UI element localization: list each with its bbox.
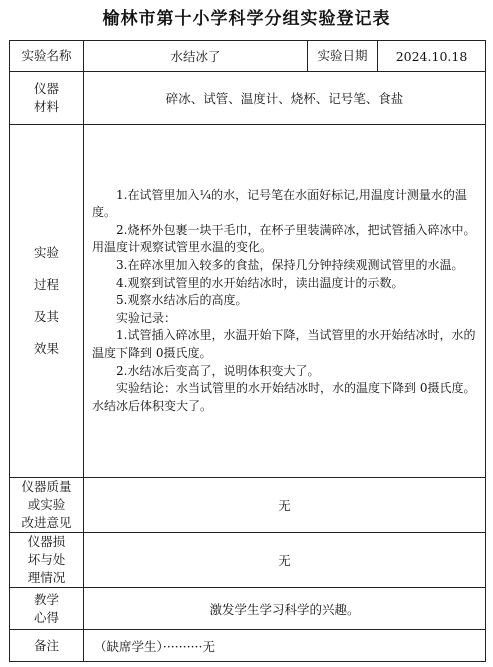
experiment-date-value: 2024.10.18: [378, 41, 486, 72]
process-label-line: 效果: [33, 341, 59, 356]
process-paragraph: 3.在碎冰里加入较多的食盐，保持几分钟持续观测试管里的水温。: [116, 258, 464, 273]
quality-label: [10, 478, 84, 533]
conclusion-paragraph: 实验结论：水当试管里的水开始结冰时，水的温度下降到 0摄氏度。水结冰后体积变大了。: [92, 381, 476, 413]
materials-label-line: 材料: [33, 99, 59, 114]
record-paragraph: 1.试管插入碎冰里，水温开始下降，当试管里的水开始结冰时，水的温度下降到 0摄氏度。: [92, 328, 476, 360]
remarks-row: [10, 630, 486, 662]
teaching-label-line: 教学: [33, 591, 59, 607]
page-title: 榆林市第十小学科学分组实验登记表: [102, 9, 391, 29]
experiment-name-label: 实验名称: [10, 41, 84, 72]
damage-label: [10, 533, 84, 588]
process-paragraph: 4.观察到试管里的水开始结冰时，读出温度计的示数。: [116, 275, 404, 290]
process-content: [84, 125, 486, 478]
materials-value: 碎冰、试管、温度计、烧杯、记号笔、食盐: [84, 72, 486, 125]
process-paragraph: 5.观察水结冰后的高度。: [116, 293, 248, 308]
quality-label-line: 仪器质量: [21, 479, 72, 494]
teaching-value: 激发学生学习科学的兴趣。: [84, 588, 486, 630]
teaching-label-line: 心得: [33, 609, 59, 625]
quality-label-line: 改进意见: [21, 515, 72, 530]
damage-label-line: 理情况: [27, 570, 66, 585]
experiment-date-label: 实验日期: [308, 41, 378, 72]
materials-row: [10, 72, 486, 125]
process-label: [10, 125, 84, 478]
teaching-row: [10, 588, 486, 630]
registration-form: [9, 40, 486, 662]
remarks-label: 备注: [10, 630, 84, 662]
record-paragraph: 2.水结冰后变高了，说明体积变大了。: [116, 363, 320, 378]
process-label-line: 过程: [33, 277, 59, 292]
header-row: [10, 41, 486, 72]
damage-label-line: 坏与处: [27, 552, 66, 567]
quality-label-line: 或实验: [27, 497, 66, 512]
quality-row: [10, 478, 486, 533]
quality-value: 无: [84, 478, 486, 533]
experiment-name-value: 水结冰了: [84, 41, 308, 72]
process-label-line: 实验: [33, 245, 59, 260]
teaching-label: [10, 588, 84, 630]
process-paragraph: 2.烧杯外包裹一块干毛巾，在杯子里装满碎冰，把试管插入碎冰中。用温度计观察试管里水温的变化。: [92, 222, 476, 255]
damage-label-line: 仪器损: [27, 534, 66, 549]
damage-value: 无: [84, 533, 486, 588]
process-paragraph: 1.在试管里加入¼的水，记号笔在水面好标记,用温度计测量水的温度。: [92, 187, 467, 220]
materials-label-line: 仪器: [33, 81, 59, 96]
materials-label: [10, 72, 84, 125]
process-row: [10, 125, 486, 478]
damage-row: [10, 533, 486, 588]
remarks-value: （缺席学生）··········无: [84, 630, 486, 662]
record-heading: 实验记录：: [116, 310, 177, 325]
process-label-line: 及其: [33, 309, 59, 324]
